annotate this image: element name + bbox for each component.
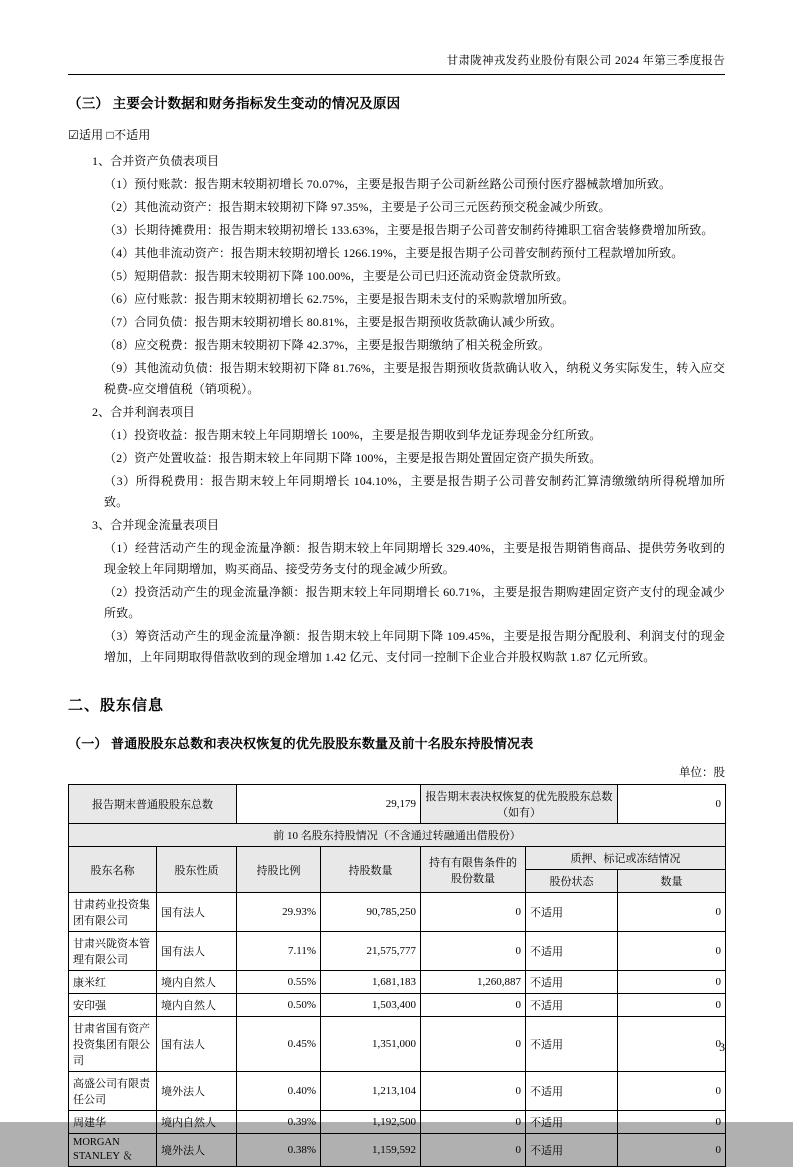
- chapter-title: 二、股东信息: [68, 698, 165, 714]
- chapter-subtitle: （一） 普通股股东总数和表决权恢复的优先股股东数量及前十名股东持股情况表: [68, 736, 534, 751]
- cell-restricted: 0: [421, 1017, 526, 1072]
- cell-pledge-amount: 0: [618, 893, 726, 932]
- col-header-ratio: 持股比例: [237, 847, 321, 893]
- value-total-common-shareholders: 29,179: [237, 785, 421, 824]
- cell-pledge-amount: 0: [618, 1072, 726, 1111]
- cell-restricted: 1,260,887: [421, 971, 526, 994]
- group-item: （4）其他非流动资产：报告期末较期初增长 1266.19%，主要是报告期子公司普安制药预付工程款增加所致。: [104, 246, 684, 260]
- cell-pledge-amount: 0: [618, 971, 726, 994]
- header-divider: [68, 74, 725, 75]
- table-unit-label: 单位：股: [679, 767, 725, 779]
- group-item: （3）所得税费用：报告期末较上年同期增长 104.10%，主要是报告期子公司普安制药汇算清缴缴纳所得税增加所致。: [104, 474, 725, 509]
- cell-quantity: 90,785,250: [321, 893, 421, 932]
- cell-share-status: 不适用: [526, 1017, 618, 1072]
- cell-ratio: 29.93%: [237, 893, 321, 932]
- col-header-share-status: 股份状态: [526, 870, 618, 893]
- col-header-pledge-amount: 数量: [618, 870, 726, 893]
- cell-restricted: 0: [421, 1111, 526, 1134]
- cell-shareholder-name: 安印强: [69, 994, 157, 1017]
- group-item: （2）投资活动产生的现金流量净额：报告期末较上年同期增长 60.71%，主要是报告期购建固定资产支付的现金减少所致。: [104, 585, 725, 620]
- table-row: [69, 932, 726, 971]
- cell-ratio: 0.38%: [237, 1134, 321, 1167]
- cell-shareholder-nature: 国有法人: [157, 893, 237, 932]
- cell-shareholder-name: 周建华: [69, 1111, 157, 1134]
- cell-pledge-amount: 0: [618, 1134, 726, 1167]
- label-preferred-restored: 报告期末表决权恢复的优先股股东总数（如有）: [421, 785, 618, 824]
- group-heading: 3、合并现金流量表项目: [92, 518, 220, 532]
- running-header: 甘肃陇神戎发药业股份有限公司 2024 年第三季度报告: [446, 55, 725, 67]
- cell-share-status: 不适用: [526, 1072, 618, 1111]
- table-row-group-title: [69, 824, 726, 847]
- cell-shareholder-nature: 国有法人: [157, 932, 237, 971]
- table-row: [69, 1017, 726, 1072]
- section-title: （三） 主要会计数据和财务指标发生变动的情况及原因: [68, 96, 401, 111]
- group-item: （1）经营活动产生的现金流量净额：报告期末较上年同期增长 329.40%，主要是报告期销售商品、提供劳务收到的现金较上年同期增加，购买商品、接受劳务支付的现金减少所致。: [104, 541, 725, 576]
- cell-quantity: 1,351,000: [321, 1017, 421, 1072]
- group-item: （3）筹资活动产生的现金流量净额：报告期末较上年同期下降 109.45%，主要是报告期分配股利、利润支付的现金增加，上年同期取得借款收到的现金增加 1.42 亿元、支付同一控制下企业合并股权购款 1.87 亿元所致。: [104, 629, 725, 664]
- group-item: （3）长期待摊费用：报告期末较期初增长 133.63%，主要是报告期子公司普安制药待摊职工宿舍装修费增加所致。: [104, 223, 714, 237]
- cell-quantity: 1,503,400: [321, 994, 421, 1017]
- cell-restricted: 0: [421, 893, 526, 932]
- col-header-name: 股东名称: [69, 847, 157, 893]
- cell-shareholder-nature: 国有法人: [157, 1017, 237, 1072]
- cell-share-status: 不适用: [526, 1111, 618, 1134]
- table-header-row: [69, 847, 726, 870]
- cell-quantity: 1,213,104: [321, 1072, 421, 1111]
- group-item: （6）应付账款：报告期末较期初增长 62.75%，主要是报告期未支付的采购款增加所致。: [104, 292, 575, 306]
- shareholders-table: [68, 784, 726, 1167]
- cell-share-status: 不适用: [526, 932, 618, 971]
- cell-shareholder-nature: 境内自然人: [157, 1111, 237, 1134]
- cell-ratio: 0.39%: [237, 1111, 321, 1134]
- col-header-pledge-group: 质押、标记或冻结情况: [526, 847, 726, 870]
- group-item: （2）资产处置收益：报告期末较上年同期下降 100%，主要是报告期处置固定资产损失所致。: [104, 451, 602, 465]
- group-item: （1）预付账款：报告期末较期初增长 70.07%，主要是报告期子公司新丝路公司预付医疗器械款增加所致。: [104, 177, 672, 191]
- cell-restricted: 0: [421, 1072, 526, 1111]
- cell-shareholder-name: 甘肃药业投资集团有限公司: [69, 893, 157, 932]
- value-preferred-restored: 0: [618, 785, 726, 824]
- cell-pledge-amount: 0: [618, 994, 726, 1017]
- group-heading: 2、合并利润表项目: [92, 405, 195, 419]
- cell-shareholder-name: 高盛公司有限责任公司: [69, 1072, 157, 1111]
- col-header-nature: 股东性质: [157, 847, 237, 893]
- cell-share-status: 不适用: [526, 1134, 618, 1167]
- cell-pledge-amount: 0: [618, 932, 726, 971]
- cell-shareholder-nature: 境外法人: [157, 1134, 237, 1167]
- cell-quantity: 1,192,500: [321, 1111, 421, 1134]
- cell-share-status: 不适用: [526, 994, 618, 1017]
- cell-pledge-amount: 0: [618, 1017, 726, 1072]
- col-header-quantity: 持股数量: [321, 847, 421, 893]
- group-item: （7）合同负债：报告期末较期初增长 80.81%，主要是报告期预收货款确认减少所致。: [104, 315, 563, 329]
- cell-share-status: 不适用: [526, 893, 618, 932]
- cell-restricted: 0: [421, 932, 526, 971]
- table-row: [69, 1111, 726, 1134]
- cell-ratio: 0.45%: [237, 1017, 321, 1072]
- cell-shareholder-nature: 境内自然人: [157, 971, 237, 994]
- table-row: [69, 994, 726, 1017]
- page-number: 3: [719, 1042, 725, 1054]
- cell-ratio: 0.50%: [237, 994, 321, 1017]
- group-heading: 1、合并资产负债表项目: [92, 154, 220, 168]
- top10-group-title: 前 10 名股东持股情况（不含通过转融通出借股份）: [69, 824, 726, 847]
- cell-ratio: 0.55%: [237, 971, 321, 994]
- page-content: [68, 92, 725, 1167]
- cell-pledge-amount: 0: [618, 1111, 726, 1134]
- cell-shareholder-name: 康米红: [69, 971, 157, 994]
- table-row-summary: [69, 785, 726, 824]
- cell-ratio: 7.11%: [237, 932, 321, 971]
- applicability-checkboxes: ☑适用 □不适用: [68, 128, 151, 142]
- group-item: （5）短期借款：报告期末较期初下降 100.00%，主要是公司已归还流动资金贷款所致。: [104, 269, 569, 283]
- group-item: （2）其他流动资产：报告期末较期初下降 97.35%，主要是子公司三元医药预交税金减少所致。: [104, 200, 611, 214]
- cell-quantity: 1,159,592: [321, 1134, 421, 1167]
- cell-quantity: 1,681,183: [321, 971, 421, 994]
- table-row: [69, 971, 726, 994]
- cell-restricted: 0: [421, 1134, 526, 1167]
- table-row: [69, 1072, 726, 1111]
- cell-ratio: 0.40%: [237, 1072, 321, 1111]
- cell-shareholder-nature: 境外法人: [157, 1072, 237, 1111]
- cell-shareholder-name: 甘肃省国有资产投资集团有限公司: [69, 1017, 157, 1072]
- table-row: [69, 893, 726, 932]
- cell-restricted: 0: [421, 994, 526, 1017]
- label-total-common-shareholders: 报告期末普通股股东总数: [69, 785, 237, 824]
- table-row: [69, 1134, 726, 1167]
- col-header-restricted: 持有有限售条件的股份数量: [421, 847, 526, 893]
- cell-shareholder-nature: 境内自然人: [157, 994, 237, 1017]
- cell-quantity: 21,575,777: [321, 932, 421, 971]
- group-item: （1）投资收益：报告期末较上年同期增长 100%，主要是报告期收到华龙证券现金分红所致。: [104, 428, 602, 442]
- cell-shareholder-name: MORGAN STANLEY ＆: [69, 1134, 157, 1167]
- group-item: （8）应交税费：报告期末较期初下降 42.37%，主要是报告期缴纳了相关税金所致。: [104, 338, 551, 352]
- cell-shareholder-name: 甘肃兴陇资本管理有限公司: [69, 932, 157, 971]
- cell-share-status: 不适用: [526, 971, 618, 994]
- group-item: （9）其他流动负债：报告期末较期初下降 81.76%，主要是报告期预收货款确认收入，纳税义务实际发生，转入应交税费-应交增值税（销项税）。: [104, 361, 725, 396]
